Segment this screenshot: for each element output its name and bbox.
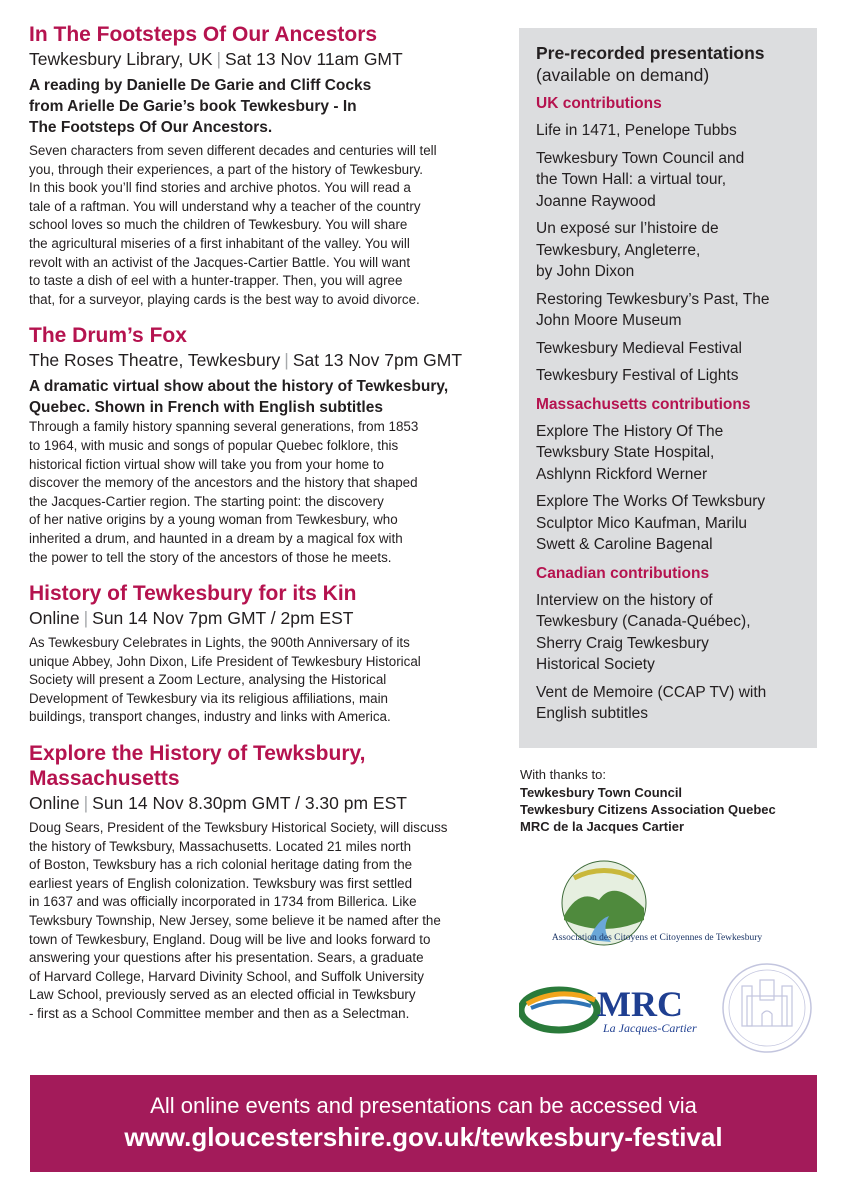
event-description: Doug Sears, President of the Tewksbury Historical Society, will discuss the history of Tewksbury, Massachusetts. Located 21 miles north of Boston, Tewksbury has a rich colonial heritage dating from the earliest years of English colonization. Tewksbury was first settled in 1637 and was officially incorporated in 1734 from Billerica. Like Tewksbury Township, New Jersey, some believe it be named after the town of Tewkesbury, England. Doug will be live and looks forward to answering your questions after his presentation. Sears, a graduate of Harvard College, Harvard Divinity School, and Suffolk University Law School, previously served as an elected official in Tewksbury - first as a School Committee member and then as a Selectman. <box>29 820 448 1021</box>
mrc-logo <box>521 984 697 1035</box>
panel-note: (available on demand) <box>536 65 710 85</box>
event-drums-fox <box>29 323 501 567</box>
section-heading-canadian: Canadian contributions <box>536 564 710 582</box>
mrc-logo-text: MRC <box>597 984 683 1024</box>
logos-area <box>519 858 817 1058</box>
presentation-item: Tewkesbury Festival of Lights <box>536 367 739 384</box>
association-logo <box>552 861 762 945</box>
association-logo-text: Association des Citoyens et Citoyennes de Tewkesbury <box>551 933 763 943</box>
prerecorded-panel <box>519 28 817 748</box>
sidebar-column <box>519 28 817 835</box>
thanks-block <box>519 766 817 835</box>
event-subtitle: A dramatic virtual show about the history of Tewkesbury, Quebec. Shown in French with English subtitles <box>29 378 449 417</box>
presentation-item: Vent de Memoire (CCAP TV) with English subtitles <box>536 683 767 722</box>
event-venue-line: Online | Sun 14 Nov 8.30pm GMT / 3.30 pm EST <box>29 793 407 814</box>
presentation-item: Interview on the history of Tewkesbury (Canada-Québec), Sherry Craig Tewkesbury Historical Society <box>536 591 751 673</box>
event-history-kin <box>29 581 501 727</box>
event-subtitle: A reading by Danielle De Garie and Cliff Cocks from Arielle De Garie’s book Tewkesbury - In The Footsteps Of Our Ancestors. <box>29 77 372 136</box>
footer-banner <box>30 1075 817 1172</box>
presentation-item: Life in 1471, Penelope Tubbs <box>536 122 737 139</box>
presentation-item: Explore The Works Of Tewksbury Sculptor Mico Kaufman, Marilu Swett & Caroline Bagenal <box>536 493 766 553</box>
event-tewksbury-massachusetts <box>29 741 501 1024</box>
event-description: Seven characters from seven different decades and centuries will tell you, through their experiences, a part of the history of Tewkesbury. In this book you’ll find stories and archive photos. You will read a tale of a raftman. You will understand why a teacher of the country school loves so much the children of Tewkesbury. You will share the agricultural miseries of a first inhabitant of the valley. You will revolt with an activist of the Jacques-Cartier Battle. You will want to taste a dish of eel with a hunter-trapper. Then, you will agree that, for a surveyor, playing cards is the best way to avoid divorce. <box>29 143 437 307</box>
partner-logos <box>519 858 817 1058</box>
event-footsteps <box>29 22 501 309</box>
presentation-item: Restoring Tewkesbury’s Past, The John Moore Museum <box>536 290 770 329</box>
section-heading-massachusetts: Massachusetts contributions <box>536 395 751 413</box>
event-venue-line: Online | Sun 14 Nov 7pm GMT / 2pm EST <box>29 608 354 629</box>
event-description: As Tewkesbury Celebrates in Lights, the 900th Anniversary of its unique Abbey, John Dixon, Life President of Tewkesbury Historical Society will present a Zoom Lecture, analysing the Historical Development of Tewkesbury via its religious affiliations, main buildings, transport changes, industry and links with America. <box>29 635 421 725</box>
presentation-item: Explore The History Of The Tewksbury State Hospital, Ashlynn Rickford Werner <box>536 422 724 483</box>
section-heading-uk: UK contributions <box>536 95 662 112</box>
thanks-org: MRC de la Jacques Cartier <box>520 819 685 834</box>
thanks-heading: With thanks to: <box>520 767 606 782</box>
thanks-org: Tewkesbury Town Council <box>520 785 683 800</box>
event-description: Through a family history spanning several generations, from 1853 to 1964, with music and songs of popular Quebec folklore, this historical fiction virtual show will take you from your home to discover the memory of the ancestors and the history that shaped the Jacques-Cartier region. The starting point: the discovery of her native origins by a young woman from Tewkesbury, who inherited a drum, and haunted in a dream by a magical fox with the power to tell the story of the ancestors of those he meets. <box>29 419 419 565</box>
banner-text: All online events and presentations can be accessed via <box>150 1093 697 1118</box>
event-title: History of Tewkesbury for its Kin <box>29 582 357 606</box>
town-crest-logo <box>723 964 811 1052</box>
presentation-item: Tewkesbury Town Council and the Town Hall: a virtual tour, Joanne Raywood <box>536 149 745 210</box>
events-column <box>29 22 501 1038</box>
presentation-item: Tewkesbury Medieval Festival <box>536 339 742 357</box>
event-title: In The Footsteps Of Our Ancestors <box>29 23 378 46</box>
event-title: Explore the History of Tewksbury, Massachusetts <box>29 742 366 791</box>
mrc-logo-subtext: La Jacques-Cartier <box>603 1021 697 1035</box>
thanks-org: Tewkesbury Citizens Association Quebec <box>520 802 776 817</box>
event-title: The Drum’s Fox <box>29 324 187 348</box>
event-venue-line: The Roses Theatre, Tewkesbury | Sat 13 Nov 7pm GMT <box>29 350 463 371</box>
event-venue-line: Tewkesbury Library, UK | Sat 13 Nov 11am GMT <box>29 49 403 69</box>
banner-url-link[interactable]: www.gloucestershire.gov.uk/tewkesbury-festival <box>124 1122 723 1152</box>
presentation-item: Un exposé sur l’histoire de Tewkesbury, Angleterre, by John Dixon <box>536 220 719 280</box>
panel-title: Pre-recorded presentations <box>536 43 765 63</box>
